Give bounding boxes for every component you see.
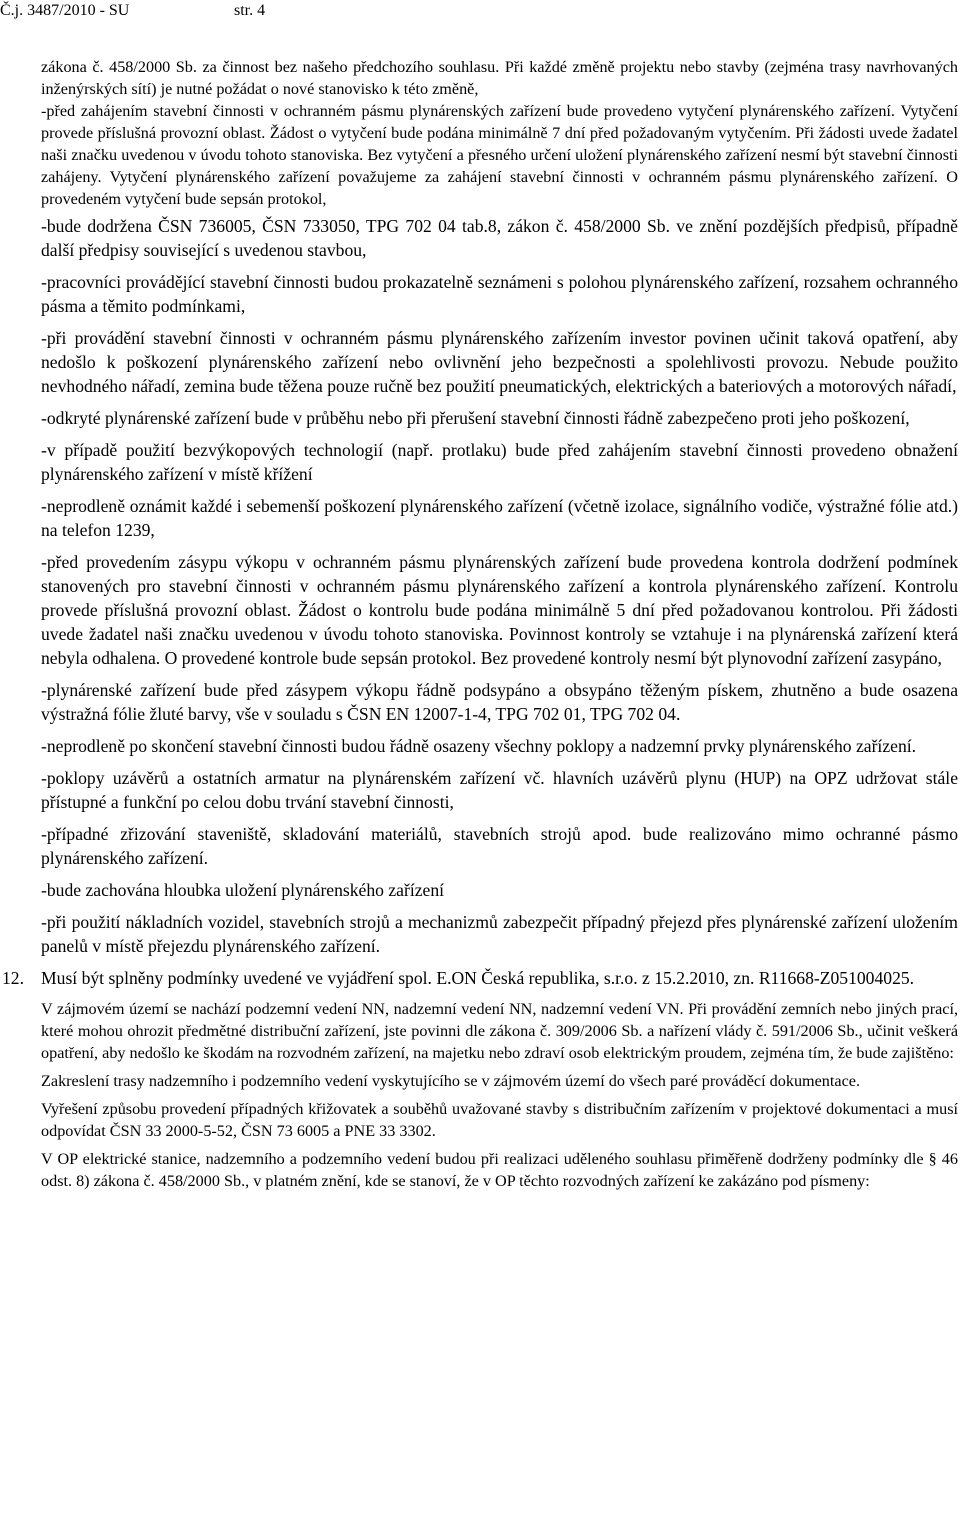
paragraph-pracovnici: -pracovníci provádějící stavební činnosti budou prokazatelně seznámeni s polohou plynárenského zařízení, rozsahem ochranného pásma a těmito podmínkami, [41, 272, 958, 316]
paragraph-uzavery: -poklopy uzávěrů a ostatních armatur na plynárenském zařízení vč. hlavních uzávěrů plynu (HUP) na OPZ udržovat stále přístupné a funkční po celou dobu trvání stavební činnosti, [41, 768, 958, 812]
paragraph-eon-zajmove-uzemi: V zájmovém území se nachází podzemní vedení NN, nadzemní vedení NN, nadzemní vedení VN. Při provádění zemních nebo jiných prací, které mohou ohrozit předmětné distribuční zařízení, jste povinni dle zákona č. 309/2006 Sb. a nařízení vlády č. 591/2006 Sb., učinit veškerá opatření, aby nedošlo ke škodám na rozvodném zařízení, na majetku nebo zdraví osob elektrickým proudem, zejména tím, že bude zajištěno: [41, 1000, 958, 1062]
paragraph-zasyp: -plynárenské zařízení bude před zásypem výkopu řádně podsypáno a obsypáno těženým pískem, zhutněno a bude osazena výstražná fólie žluté barvy, vše v souladu s ČSN EN 12007-1-4, TPG 702 01, TPG 702 04. [41, 680, 958, 724]
paragraph-odkryte: -odkryté plynárenské zařízení bude v průběhu nebo při přerušení stavební činnosti řádně zabezpečeno proti jeho poškození, [41, 408, 910, 428]
numbered-item-12 [2, 966, 958, 990]
paragraph-provadeni: -při provádění stavební činnosti v ochranném pásmu plynárenského zařízením investor povinen učinit taková opatření, aby nedošlo k poškození plynárenského zařízení nebo ovlivnění jeho bezpečnosti a spolehlivosti provozu. Nebude použito nevhodného nářadí, zemina bude těžena pouze ručně bez použití pneumatických, elektrických a bateriových a motorových nářadí, [41, 328, 958, 396]
paragraph-staveniste: -případné zřizování staveniště, skladování materiálů, stavebních strojů apod. bude realizováno mimo ochranné pásmo plynárenského zařízení. [41, 824, 958, 868]
page-number: str. 4 [234, 2, 266, 19]
page-header [0, 0, 700, 24]
document-reference: Č.j. 3487/2010 - SU [0, 2, 130, 19]
paragraph-intro: zákona č. 458/2000 Sb. za činnost bez našeho předchozího souhlasu. Při každé změně projektu nebo stavby (zejména trasy navrhovaných inženýrských sítí) je nutné požádat o nové stanovisko k této změně, [41, 58, 958, 98]
paragraph-poklopy-osazeni: -neprodleně po skončení stavební činnosti budou řádně osazeny všechny poklopy a nadzemní prvky plynárenského zařízení. [41, 736, 917, 756]
paragraph-bezvykopove: -v případě použití bezvýkopových technologií (např. protlaku) bude před zahájením stavební činnosti provedeno obnažení plynárenského zařízení v místě křížení [41, 440, 958, 484]
paragraph-kontrola: -před provedením zásypu výkopu v ochranném pásmu plynárenských zařízení bude provedena kontrola dodržení podmínek stanovených pro stavební činnosti v ochranném pásmu plynárenského zařízení a kontrola plynárenského zařízení. Kontrolu provede příslušná provozní oblast. Žádost o kontrolu bude podána minimálně 5 dní před požadovanou kontrolou. Při žádosti uvede žadatel naši značku uvedenou v úvodu tohoto stanoviska. Povinnost kontroly se vztahuje i na plynárenská zařízení která nebyla odhalena. O provedené kontrole bude sepsán protokol. Bez provedené kontroly nesmí být plynovodní zařízení zasypáno, [41, 552, 958, 668]
paragraph-eon-krizovatky: Vyřešení způsobu provedení případných křižovatek a souběhů uvažované stavby s distribučním zařízením v projektové dokumentaci a musí odpovídat ČSN 33 2000-5-52, ČSN 73 6005 a PNE 33 3302. [41, 1100, 958, 1140]
paragraph-prejezd: -při použití nákladních vozidel, stavebních strojů a mechanizmů zabezpečit případný přejezd přes plynárenské zařízení uložením panelů v místě přejezdu plynárenského zařízení. [41, 912, 958, 956]
paragraph-vytyceni: -před zahájením stavební činnosti v ochranném pásmu plynárenských zařízení bude provedeno vytyčení plynárenského zařízení. Vytyčení provede příslušná provozní oblast. Žádost o vytyčení bude podána minimálně 7 dní před požadovaným vytyčením. Při žádosti uvede žadatel naši značku uvedenou v úvodu tohoto stanoviska. Bez vytyčení a přesného určení uložení plynárenského zařízení nesmí být stavební činnosti zahájeny. Vytyčení plynárenského zařízení považujeme za zahájení stavební činnosti v ochranném pásmu plynárenského zařízení. O provedeném vytyčení bude sepsán protokol, [41, 102, 958, 208]
paragraph-hloubka: -bude zachována hloubka uložení plynárenského zařízení [41, 880, 445, 900]
paragraph-eon-zakresleni: Zakreslení trasy nadzemního i podzemního vedení vyskytujícího se v zájmovém území do všech paré prováděcí dokumentace. [41, 1072, 861, 1090]
document-body [2, 56, 958, 1192]
item-number: 12. [2, 968, 24, 988]
item-12-text: Musí být splněny podmínky uvedené ve vyjádření spol. E.ON Česká republika, s.r.o. z 15.2.2010, zn. R11668-Z051004025. [41, 968, 915, 988]
paragraph-eon-ochranne-pasmo: V OP elektrické stanice, nadzemního a podzemního vedení budou při realizaci uděleného souhlasu přiměřeně dodrženy podmínky dle § 46 odst. 8) zákona č. 458/2000 Sb., v platném znění, kde se stanoví, že v OP těchto rozvodných zařízení ke zakázáno pod písmeny: [41, 1150, 958, 1190]
paragraph-poskozeni: -neprodleně oznámit každé i sebemenší poškození plynárenského zařízení (včetně izolace, signálního vodiče, výstražné fólie atd.) na telefon 1239, [41, 496, 958, 540]
paragraph-csn: -bude dodržena ČSN 736005, ČSN 733050, TPG 702 04 tab.8, zákon č. 458/2000 Sb. ve znění pozdějších předpisů, případně další předpisy související s uvedenou stavbou, [41, 216, 958, 260]
